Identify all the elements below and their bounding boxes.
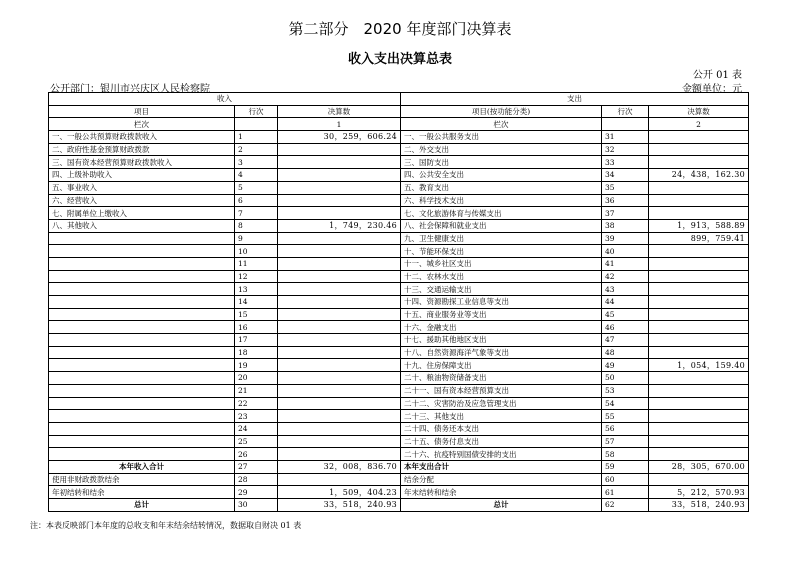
income-amount <box>278 169 401 182</box>
income-amount <box>278 384 401 397</box>
income-item <box>49 334 235 347</box>
income-item: 八、其他收入 <box>49 219 235 232</box>
income-total-amount: 32，008，836.70 <box>278 460 401 473</box>
income-amount <box>278 207 401 220</box>
expense-line-no: 38 <box>602 219 649 232</box>
income-line-no: 7 <box>235 207 278 220</box>
distribution-label: 结余分配 <box>401 473 602 486</box>
income-line-no: 26 <box>235 448 278 461</box>
income-item <box>49 359 235 372</box>
form-number: 公开 01 表 <box>692 70 742 81</box>
expense-line-no: 57 <box>602 435 649 448</box>
table-row <box>49 181 749 194</box>
table-row <box>49 245 749 258</box>
expense-item: 一、一般公共服务支出 <box>401 131 602 144</box>
income-line-no: 11 <box>235 257 278 270</box>
table-row <box>49 346 749 359</box>
income-amount <box>278 448 401 461</box>
expense-item: 二十四、债务还本支出 <box>401 422 602 435</box>
income-line-no: 12 <box>235 270 278 283</box>
expense-amount <box>649 448 749 461</box>
income-col-index: 1 <box>278 118 401 131</box>
income-amount <box>278 156 401 169</box>
table-row <box>49 397 749 410</box>
expense-amount-header: 决算数 <box>649 105 749 118</box>
income-item <box>49 422 235 435</box>
expense-line-no: 46 <box>602 321 649 334</box>
expense-amount <box>649 194 749 207</box>
expense-item: 五、教育支出 <box>401 181 602 194</box>
expense-amount: 1，054，159.40 <box>649 359 749 372</box>
income-line-no: 21 <box>235 384 278 397</box>
table-row <box>49 283 749 296</box>
table-row <box>49 372 749 385</box>
expense-line-no: 45 <box>602 308 649 321</box>
income-item: 六、经营收入 <box>49 194 235 207</box>
grand-total-no-expense: 62 <box>602 499 649 512</box>
table-row <box>49 232 749 245</box>
income-item <box>49 384 235 397</box>
expense-item: 十六、金融支出 <box>401 321 602 334</box>
expense-item-header: 项目(按功能分类) <box>401 105 602 118</box>
income-amount <box>278 321 401 334</box>
income-amount <box>278 308 401 321</box>
reserve-row <box>49 473 749 486</box>
begin-balance-label: 年初结转和结余 <box>49 486 235 499</box>
expense-amount <box>649 207 749 220</box>
expense-item: 七、文化旅游体育与传媒支出 <box>401 207 602 220</box>
income-item <box>49 308 235 321</box>
income-line-no: 8 <box>235 219 278 232</box>
table-row <box>49 156 749 169</box>
expense-line-no: 36 <box>602 194 649 207</box>
income-line-no: 25 <box>235 435 278 448</box>
income-line-no: 10 <box>235 245 278 258</box>
income-col-label: 栏次 <box>49 118 235 131</box>
expense-amount <box>649 372 749 385</box>
income-item <box>49 346 235 359</box>
table-row <box>49 334 749 347</box>
expense-item: 二十、粮油物资储备支出 <box>401 372 602 385</box>
income-line-no: 1 <box>235 131 278 144</box>
expense-amount <box>649 143 749 156</box>
use-reserve-label: 使用非财政拨款结余 <box>49 473 235 486</box>
expense-line-no: 42 <box>602 270 649 283</box>
income-line-no: 20 <box>235 372 278 385</box>
expense-line-no: 40 <box>602 245 649 258</box>
income-amount <box>278 181 401 194</box>
expense-item: 二十三、其他支出 <box>401 410 602 423</box>
income-expense-table <box>48 92 749 512</box>
expense-line-no: 31 <box>602 131 649 144</box>
income-amount <box>278 334 401 347</box>
income-line-no: 16 <box>235 321 278 334</box>
table-row <box>49 359 749 372</box>
expense-item: 六、科学技术支出 <box>401 194 602 207</box>
income-total-no: 27 <box>235 460 278 473</box>
expense-col-label: 栏次 <box>401 118 602 131</box>
income-line-no: 23 <box>235 410 278 423</box>
expense-amount <box>649 397 749 410</box>
table-row <box>49 257 749 270</box>
income-item <box>49 257 235 270</box>
expense-item: 二十六、抗疫特别国债安排的支出 <box>401 448 602 461</box>
expense-item: 十八、自然资源海洋气象等支出 <box>401 346 602 359</box>
begin-balance-no: 29 <box>235 486 278 499</box>
income-item: 二、政府性基金预算财政拨款 <box>49 143 235 156</box>
income-item <box>49 410 235 423</box>
grand-total-amount-expense: 33，518，240.93 <box>649 499 749 512</box>
income-item <box>49 321 235 334</box>
income-item <box>49 372 235 385</box>
income-amount <box>278 194 401 207</box>
expense-amount <box>649 181 749 194</box>
expense-line-no: 55 <box>602 410 649 423</box>
table-row <box>49 131 749 144</box>
table-row <box>49 219 749 232</box>
income-item-header: 项目 <box>49 105 235 118</box>
income-line-no: 15 <box>235 308 278 321</box>
expense-item: 四、公共安全支出 <box>401 169 602 182</box>
footnote: 注：本表反映部门本年度的总收支和年末结余结转情况，数据取自财决 01 表 <box>30 521 302 530</box>
expense-item: 十三、交通运输支出 <box>401 283 602 296</box>
expense-amount <box>649 321 749 334</box>
expense-item: 十七、援助其他地区支出 <box>401 334 602 347</box>
balance-row <box>49 486 749 499</box>
expense-line-no: 44 <box>602 296 649 309</box>
expense-amount <box>649 346 749 359</box>
grand-total-row <box>49 499 749 512</box>
expense-item: 十二、农林水支出 <box>401 270 602 283</box>
column-header-row <box>49 105 749 118</box>
expense-amount <box>649 308 749 321</box>
income-amount <box>278 346 401 359</box>
income-line-no: 24 <box>235 422 278 435</box>
income-line-no: 4 <box>235 169 278 182</box>
unit-label: 金额单位：元 <box>682 84 742 95</box>
income-line-no: 19 <box>235 359 278 372</box>
expense-line-no: 50 <box>602 372 649 385</box>
income-amount: 1，749，230.46 <box>278 219 401 232</box>
income-line-no: 9 <box>235 232 278 245</box>
income-amount <box>278 359 401 372</box>
column-index-row <box>49 118 749 131</box>
income-item <box>49 435 235 448</box>
income-amount <box>278 422 401 435</box>
expense-line-no: 32 <box>602 143 649 156</box>
expense-amount <box>649 435 749 448</box>
table-row <box>49 169 749 182</box>
expense-total-label: 本年支出合计 <box>401 460 602 473</box>
income-amount <box>278 283 401 296</box>
income-amount: 30，259，606.24 <box>278 131 401 144</box>
expense-amount: 899，759.41 <box>649 232 749 245</box>
end-balance-no: 61 <box>602 486 649 499</box>
expense-line-no: 33 <box>602 156 649 169</box>
expense-group-header: 支出 <box>401 93 749 106</box>
income-line-no: 17 <box>235 334 278 347</box>
income-amount <box>278 435 401 448</box>
table-row <box>49 321 749 334</box>
income-item <box>49 397 235 410</box>
expense-item: 二、外交支出 <box>401 143 602 156</box>
table-row <box>49 384 749 397</box>
group-header-row <box>49 93 749 106</box>
expense-amount <box>649 283 749 296</box>
expense-total-no: 59 <box>602 460 649 473</box>
begin-balance-amount: 1，509，404.23 <box>278 486 401 499</box>
use-reserve-amount <box>278 473 401 486</box>
table-row <box>49 410 749 423</box>
income-amount <box>278 257 401 270</box>
income-line-no: 5 <box>235 181 278 194</box>
income-line-no: 22 <box>235 397 278 410</box>
expense-line-no: 53 <box>602 384 649 397</box>
expense-item: 二十一、国有资本经营预算支出 <box>401 384 602 397</box>
expense-line-no: 48 <box>602 346 649 359</box>
income-amount <box>278 372 401 385</box>
table-row <box>49 143 749 156</box>
income-amount <box>278 410 401 423</box>
income-amount-header: 决算数 <box>278 105 401 118</box>
income-item: 四、上级补助收入 <box>49 169 235 182</box>
expense-amount: 1，913，588.89 <box>649 219 749 232</box>
expense-amount <box>649 334 749 347</box>
expense-col-index: 2 <box>649 118 749 131</box>
grand-total-no-income: 30 <box>235 499 278 512</box>
table-row <box>49 435 749 448</box>
income-item: 五、事业收入 <box>49 181 235 194</box>
expense-amount <box>649 296 749 309</box>
expense-item: 十一、城乡社区支出 <box>401 257 602 270</box>
income-item <box>49 232 235 245</box>
expense-amount <box>649 131 749 144</box>
expense-line-no: 41 <box>602 257 649 270</box>
expense-amount: 24，438，162.30 <box>649 169 749 182</box>
expense-item: 二十二、灾害防治及应急管理支出 <box>401 397 602 410</box>
department-label: 公开部门：银川市兴庆区人民检察院 <box>50 84 210 95</box>
income-item <box>49 296 235 309</box>
income-item <box>49 448 235 461</box>
expense-item: 十、节能环保支出 <box>401 245 602 258</box>
income-amount <box>278 143 401 156</box>
income-line-no: 18 <box>235 346 278 359</box>
income-line-no: 13 <box>235 283 278 296</box>
expense-amount <box>649 410 749 423</box>
income-amount <box>278 397 401 410</box>
income-line-no: 6 <box>235 194 278 207</box>
expense-line-no: 39 <box>602 232 649 245</box>
income-amount <box>278 270 401 283</box>
income-line-no: 2 <box>235 143 278 156</box>
table-row <box>49 448 749 461</box>
table-row <box>49 207 749 220</box>
expense-amount <box>649 245 749 258</box>
expense-amount <box>649 257 749 270</box>
expense-item: 三、国防支出 <box>401 156 602 169</box>
income-item: 一、一般公共预算财政拨款收入 <box>49 131 235 144</box>
table-row <box>49 422 749 435</box>
expense-line-no: 56 <box>602 422 649 435</box>
expense-line-no: 47 <box>602 334 649 347</box>
grand-total-label-income: 总计 <box>49 499 235 512</box>
expense-item: 十四、资源勘探工业信息等支出 <box>401 296 602 309</box>
expense-amount <box>649 156 749 169</box>
table-row <box>49 296 749 309</box>
expense-line-no: 34 <box>602 169 649 182</box>
income-amount <box>278 245 401 258</box>
income-line-no: 3 <box>235 156 278 169</box>
end-balance-amount: 5，212，570.93 <box>649 486 749 499</box>
income-total-label: 本年收入合计 <box>49 460 235 473</box>
end-balance-label: 年末结转和结余 <box>401 486 602 499</box>
income-amount <box>278 296 401 309</box>
expense-line-no: 49 <box>602 359 649 372</box>
expense-amount <box>649 270 749 283</box>
income-item: 三、国有资本经营预算财政拨款收入 <box>49 156 235 169</box>
expense-item: 二十五、债务付息支出 <box>401 435 602 448</box>
distribution-no: 60 <box>602 473 649 486</box>
total-row <box>49 460 749 473</box>
expense-line-no: 37 <box>602 207 649 220</box>
expense-line-header: 行次 <box>602 105 649 118</box>
expense-line-no: 35 <box>602 181 649 194</box>
grand-total-amount-income: 33，518，240.93 <box>278 499 401 512</box>
expense-line-no: 43 <box>602 283 649 296</box>
expense-item: 十九、住房保障支出 <box>401 359 602 372</box>
expense-line-no: 58 <box>602 448 649 461</box>
expense-item: 八、社会保障和就业支出 <box>401 219 602 232</box>
table-row <box>49 270 749 283</box>
expense-item: 十五、商业服务业等支出 <box>401 308 602 321</box>
expense-amount <box>649 422 749 435</box>
income-line-no: 14 <box>235 296 278 309</box>
income-item: 七、附属单位上缴收入 <box>49 207 235 220</box>
expense-item: 九、卫生健康支出 <box>401 232 602 245</box>
distribution-amount <box>649 473 749 486</box>
income-item <box>49 283 235 296</box>
grand-total-label-expense: 总计 <box>401 499 602 512</box>
income-group-header: 收入 <box>49 93 401 106</box>
income-amount <box>278 232 401 245</box>
page-title: 第二部分 2020 年度部门决算表 <box>288 20 512 38</box>
income-line-header: 行次 <box>235 105 278 118</box>
use-reserve-no: 28 <box>235 473 278 486</box>
table-title: 收入支出决算总表 <box>347 52 452 67</box>
table-row <box>49 194 749 207</box>
income-item <box>49 270 235 283</box>
table-row <box>49 308 749 321</box>
income-item <box>49 245 235 258</box>
expense-total-amount: 28，305，670.00 <box>649 460 749 473</box>
expense-amount <box>649 384 749 397</box>
expense-line-no: 54 <box>602 397 649 410</box>
